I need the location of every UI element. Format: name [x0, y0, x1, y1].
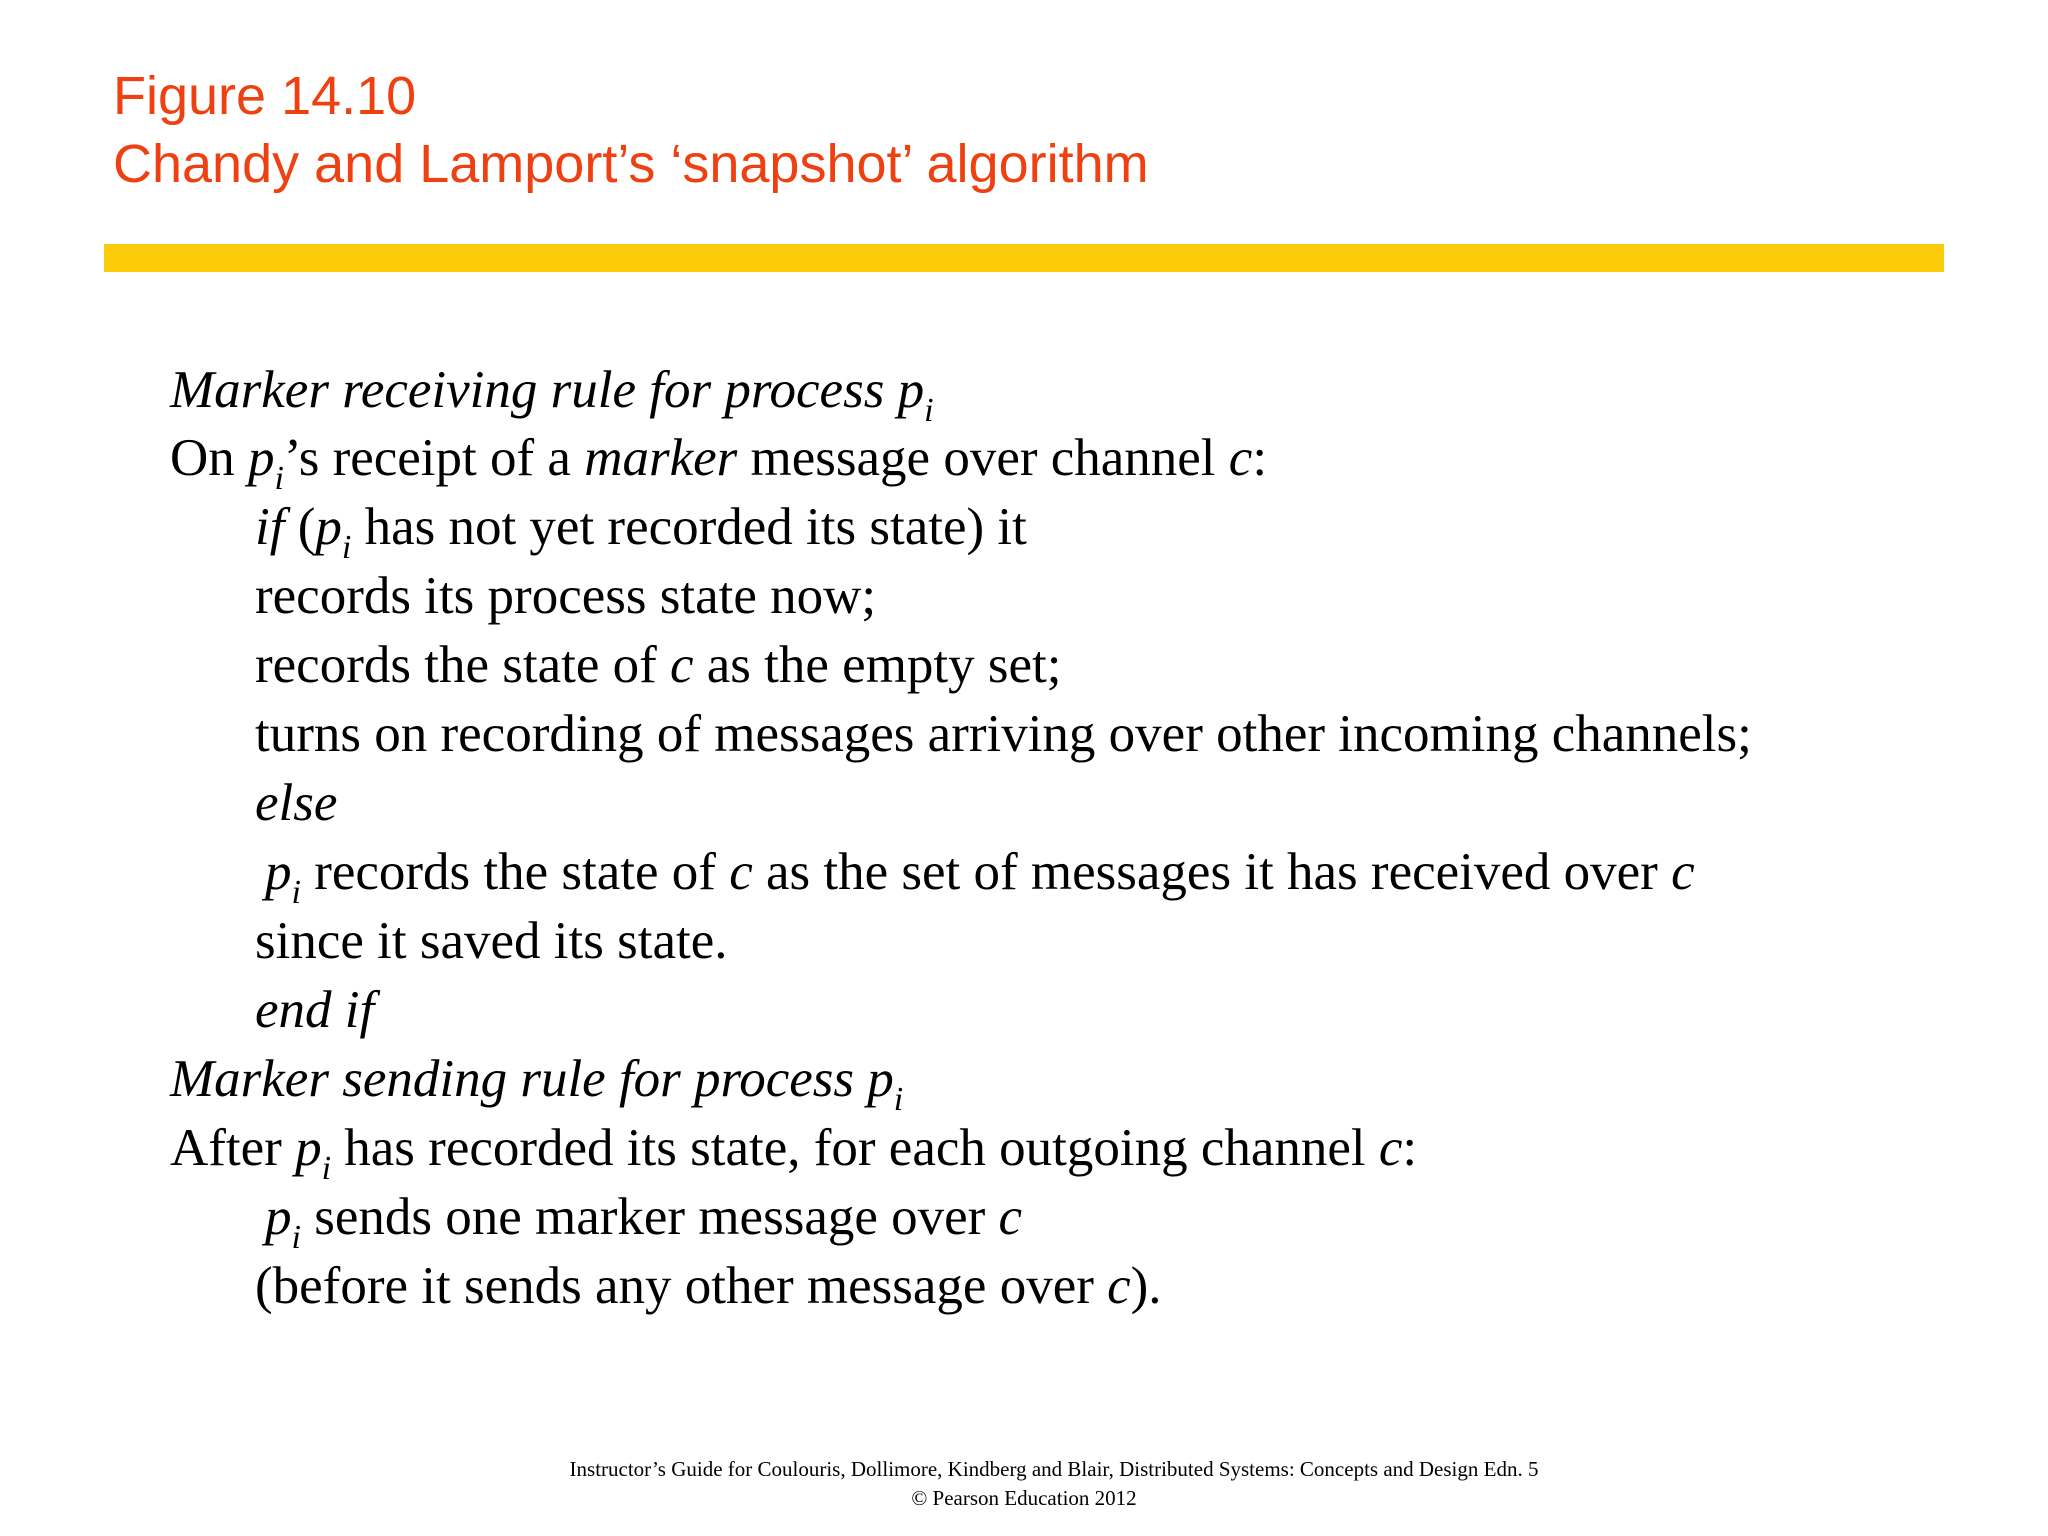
- footer-citation: Instructor’s Guide for Coulouris, Dollimore, Kindberg and Blair, Distributed Systems: Concepts and Design Edn. 5: [569, 1457, 1539, 1481]
- sends-marker-line: $p_i$ sends one marker message over c: [265, 1188, 1023, 1256]
- before-other-message-line: (before it sends any other message over c).: [255, 1257, 1162, 1315]
- figure-label: Figure 14.10: [113, 66, 417, 126]
- turns-on-recording-line: turns on recording of messages arriving over other incoming channels;: [255, 705, 1752, 763]
- sending-rule-heading: Marker sending rule for process $p_i$: [170, 1050, 904, 1118]
- end-if-line: end if: [255, 981, 375, 1039]
- on-receipt-line: On $p_i’s$ receipt of a marker message over channel c:: [170, 429, 1268, 497]
- records-empty-set-line: records the state of c as the empty set;: [255, 636, 1062, 694]
- else-records-line: $p_i$ records the state of c as the set of messages it has received over c: [265, 843, 1695, 911]
- records-process-state-line: records its process state now;: [255, 567, 877, 625]
- else-line: else: [255, 774, 338, 832]
- after-recorded-line: After $p_i$ has recorded its state, for each outgoing channel c:: [170, 1119, 1418, 1187]
- if-line: if ($p_i$ has not yet recorded its state) it: [255, 498, 1027, 566]
- since-saved-line: since it saved its state.: [255, 912, 728, 970]
- figure-title: Chandy and Lamport’s ‘snapshot’ algorithm: [113, 134, 1149, 194]
- footer: [0, 1455, 2048, 1513]
- footer-copyright: © Pearson Education 2012: [911, 1486, 1137, 1510]
- receiving-rule-heading: Marker receiving rule for process $p_i$: [170, 361, 934, 429]
